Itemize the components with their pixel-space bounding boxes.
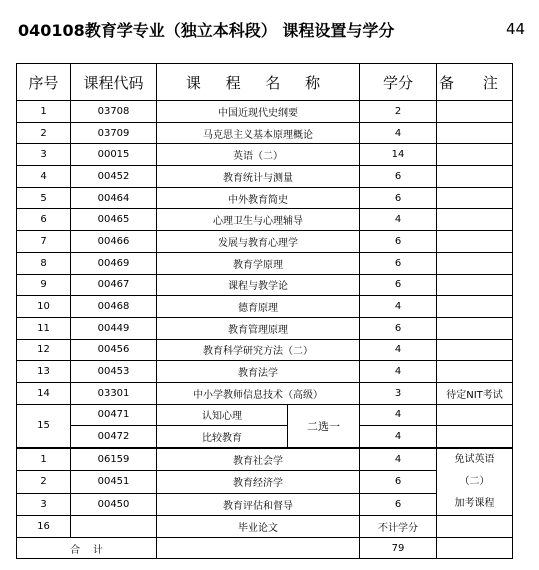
cell-remark (437, 274, 513, 296)
elective-name: 比较教育 (157, 426, 288, 448)
supp-remark (437, 448, 513, 516)
supp-seq: 1 (17, 448, 71, 471)
thesis-name: 毕业论文 (157, 516, 360, 538)
elective-code: 00471 (71, 404, 157, 426)
cell-remark (437, 209, 513, 231)
table-row (17, 448, 513, 471)
header-seq: 序号 (17, 64, 71, 101)
table-row (17, 339, 513, 361)
supp-name: 教育评估和督导 (157, 493, 360, 515)
cell-remark (437, 122, 513, 144)
cell-remark (437, 317, 513, 339)
supplementary-rows (17, 448, 513, 559)
cell-course-name: 教育科学研究方法（二） (157, 339, 360, 361)
table-row (17, 166, 513, 188)
cell-seq: 10 (17, 296, 71, 318)
cell-seq: 2 (17, 122, 71, 144)
table-row (17, 361, 513, 383)
table-row (17, 426, 513, 448)
cell-course-name: 发展与教育心理学 (157, 231, 360, 253)
elective-credit: 4 (360, 404, 437, 426)
table-row (17, 317, 513, 339)
total-credit: 79 (360, 537, 437, 559)
cell-course-name: 教育统计与测量 (157, 166, 360, 188)
cell-code: 00449 (71, 317, 157, 339)
supp-code: 00451 (71, 471, 157, 493)
cell-remark (437, 231, 513, 253)
table-row (17, 296, 513, 318)
table-row (17, 144, 513, 166)
cell-credit: 4 (360, 122, 437, 144)
thesis-remark (437, 516, 513, 538)
cell-remark (437, 166, 513, 188)
supp-name: 教育经济学 (157, 471, 360, 493)
cell-course-name: 中小学教师信息技术（高级） (157, 382, 360, 404)
cell-seq: 3 (17, 144, 71, 166)
supp-code: 00450 (71, 493, 157, 515)
cell-credit: 2 (360, 101, 437, 123)
elective-remark (437, 404, 513, 426)
cell-credit: 6 (360, 252, 437, 274)
total-remark (437, 537, 513, 559)
cell-remark (437, 252, 513, 274)
elective-choice-label: 二选一 (288, 404, 360, 448)
cell-credit: 6 (360, 274, 437, 296)
cell-seq: 9 (17, 274, 71, 296)
elective-code: 00472 (71, 426, 157, 448)
table-row (17, 101, 513, 123)
supp-credit: 4 (360, 448, 437, 471)
supp-remark-line: （二） (459, 476, 490, 487)
cell-code: 00453 (71, 361, 157, 383)
cell-remark (437, 361, 513, 383)
document-title: 040108教育学专业（独立本科段） 课程设置与学分 (18, 21, 395, 40)
cell-code: 03709 (71, 122, 157, 144)
cell-seq: 6 (17, 209, 71, 231)
thesis-code (71, 516, 157, 538)
supp-name: 教育社会学 (157, 448, 360, 471)
header-code: 课程代码 (71, 64, 157, 101)
cell-code: 00465 (71, 209, 157, 231)
cell-code: 00468 (71, 296, 157, 318)
cell-seq: 1 (17, 101, 71, 123)
elective-rows (17, 404, 513, 448)
cell-course-name: 教育管理原理 (157, 317, 360, 339)
supp-remark-line: 加考课程 (454, 498, 495, 509)
cell-remark (437, 101, 513, 123)
cell-course-name: 课程与教学论 (157, 274, 360, 296)
cell-course-name: 教育学原理 (157, 252, 360, 274)
cell-credit: 4 (360, 361, 437, 383)
total-row (17, 537, 513, 559)
table-row (17, 252, 513, 274)
header-remark: 备 注 (437, 64, 513, 101)
header-name: 课 程 名 称 (157, 64, 360, 101)
cell-credit: 6 (360, 187, 437, 209)
supp-seq: 2 (17, 471, 71, 493)
cell-course-name: 马克思主义基本原理概论 (157, 122, 360, 144)
thesis-seq: 16 (17, 516, 71, 538)
cell-credit: 14 (360, 144, 437, 166)
cell-credit: 6 (360, 231, 437, 253)
elective-remark (437, 426, 513, 448)
cell-code: 00464 (71, 187, 157, 209)
thesis-credit: 不计学分 (360, 516, 437, 538)
total-blank (157, 537, 360, 559)
elective-name: 认知心理 (157, 404, 288, 426)
supp-remark-line: 免试英语 (454, 454, 495, 465)
cell-remark: 待定NIT考试 (437, 382, 513, 404)
supp-credit: 6 (360, 493, 437, 515)
cell-seq: 14 (17, 382, 71, 404)
cell-seq: 13 (17, 361, 71, 383)
table-row (17, 209, 513, 231)
cell-seq: 4 (17, 166, 71, 188)
cell-course-name: 中外教育简史 (157, 187, 360, 209)
cell-seq: 12 (17, 339, 71, 361)
supp-code: 06159 (71, 448, 157, 471)
cell-code: 03708 (71, 101, 157, 123)
main-rows (17, 101, 513, 405)
cell-code: 00466 (71, 231, 157, 253)
table-row (17, 274, 513, 296)
page-number: 44 (506, 20, 526, 38)
cell-course-name: 心理卫生与心理辅导 (157, 209, 360, 231)
elective-credit: 4 (360, 426, 437, 448)
cell-seq: 5 (17, 187, 71, 209)
course-table (16, 63, 513, 559)
table-row (17, 231, 513, 253)
cell-code: 00469 (71, 252, 157, 274)
cell-course-name: 英语（二） (157, 144, 360, 166)
cell-seq: 8 (17, 252, 71, 274)
cell-credit: 4 (360, 296, 437, 318)
cell-credit: 4 (360, 209, 437, 231)
table-row (17, 382, 513, 404)
cell-credit: 3 (360, 382, 437, 404)
table-row (17, 404, 513, 426)
header-credit: 学分 (360, 64, 437, 101)
cell-course-name: 中国近现代史纲要 (157, 101, 360, 123)
table-row (17, 122, 513, 144)
cell-code: 00456 (71, 339, 157, 361)
cell-credit: 6 (360, 317, 437, 339)
cell-credit: 4 (360, 339, 437, 361)
cell-remark (437, 296, 513, 318)
cell-remark (437, 144, 513, 166)
cell-seq: 7 (17, 231, 71, 253)
header-row (17, 64, 513, 101)
cell-seq: 11 (17, 317, 71, 339)
cell-course-name: 教育法学 (157, 361, 360, 383)
cell-remark (437, 339, 513, 361)
elective-seq: 15 (17, 404, 71, 448)
table-row (17, 187, 513, 209)
table-row (17, 516, 513, 538)
cell-code: 03301 (71, 382, 157, 404)
cell-course-name: 德育原理 (157, 296, 360, 318)
supp-seq: 3 (17, 493, 71, 515)
cell-credit: 6 (360, 166, 437, 188)
total-label: 合 计 (17, 537, 157, 559)
supp-credit: 6 (360, 471, 437, 493)
cell-remark (437, 187, 513, 209)
cell-code: 00452 (71, 166, 157, 188)
cell-code: 00015 (71, 144, 157, 166)
cell-code: 00467 (71, 274, 157, 296)
